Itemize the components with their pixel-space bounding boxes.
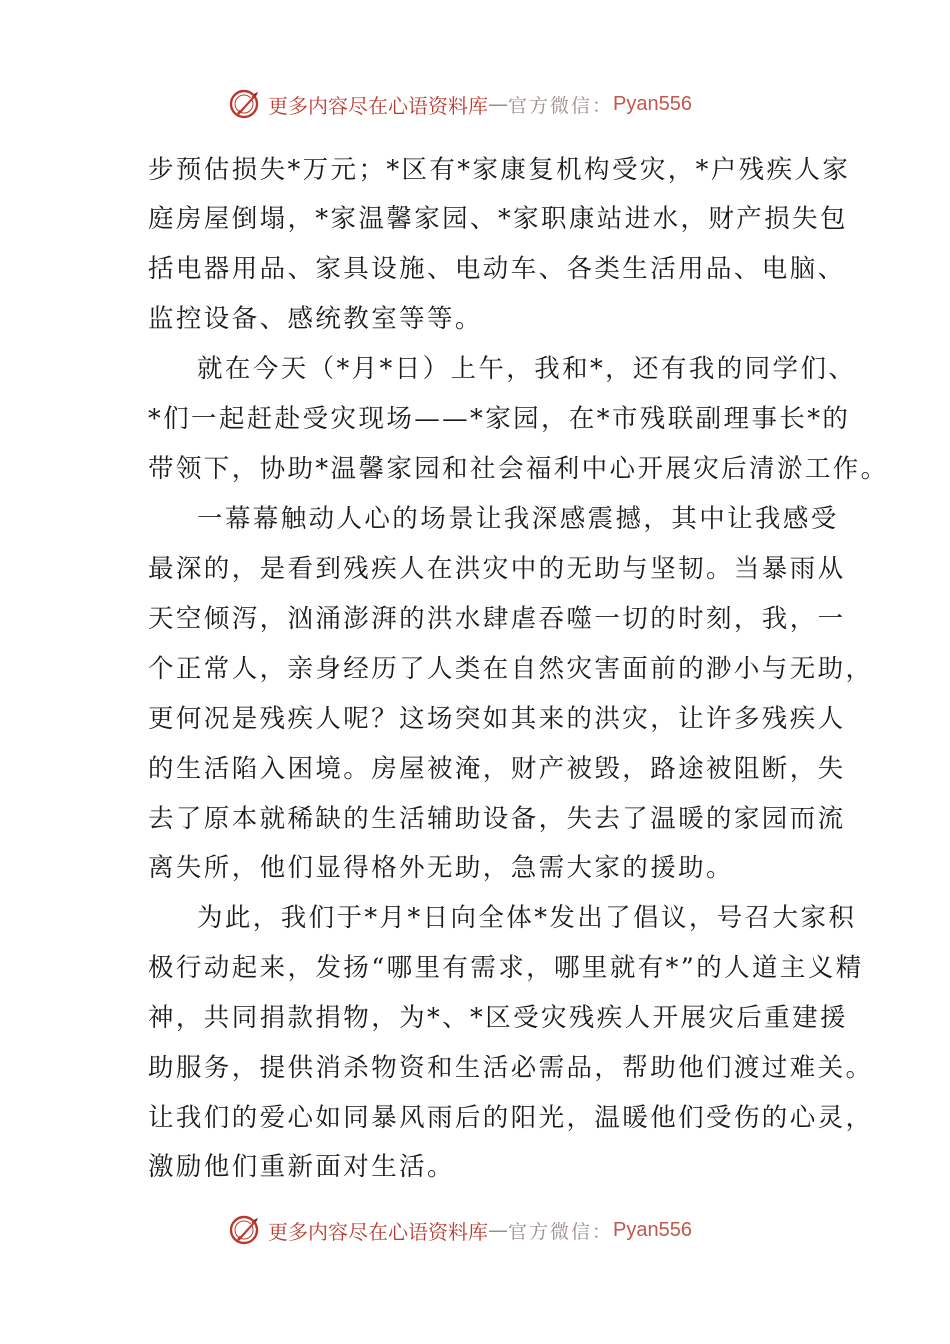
text-line: 天空倾泻，汹涌澎湃的洪水肆虐吞噬一切的时刻，我，一	[148, 604, 846, 634]
text-line: 极行动起来，发扬“哪里有需求，哪里就有*”的人道主义精	[148, 953, 864, 983]
watermark-wechat-id: Pyan556	[613, 1218, 692, 1241]
text-line: 助服务，提供消杀物资和生活必需品，帮助他们渡过难关。	[148, 1053, 874, 1083]
text-line: 括电器用品、家具设施、电动车、各类生活用品、电脑、	[148, 254, 846, 284]
text-line: 离失所，他们显得格外无助，急需大家的援助。	[148, 853, 734, 883]
paragraph-first-line: 一幕幕触动人心的场景让我深感震撼，其中让我感受	[197, 504, 839, 534]
text-line: 更何况是残疾人呢？这场突如其来的洪灾，让许多残疾人	[148, 704, 846, 734]
text-line: 激励他们重新面对生活。	[148, 1152, 455, 1182]
text-line: *们一起赶赴受灾现场——*家园，在*市残联副理事长*的	[148, 404, 851, 434]
paragraph-first-line: 就在今天（*月*日）上午，我和*，还有我的同学们、	[197, 354, 857, 384]
text-line: 步预估损失*万元；*区有*家康复机构受灾，*户残疾人家	[148, 155, 851, 185]
text-line: 的生活陷入困境。房屋被淹，财产被毁，路途被阻断，失	[148, 754, 846, 784]
text-line: 庭房屋倒塌，*家温馨家园、*家职康站进水，财产损失包	[148, 204, 848, 234]
pen-nib-seal-icon	[228, 1212, 264, 1248]
watermark-separator: —	[488, 92, 508, 116]
watermark-text: 更多内容尽在心语资料库	[268, 93, 488, 118]
text-line: 神，共同捐款捐物，为*、*区受灾残疾人开展灾后重建援	[148, 1003, 848, 1033]
text-line: 监控设备、感统教室等等。	[148, 304, 483, 334]
watermark-banner-top	[228, 84, 692, 124]
text-line: 让我们的爱心如同暴风雨后的阳光，温暖他们受伤的心灵，	[148, 1103, 874, 1133]
watermark-banner-bottom	[228, 1210, 692, 1250]
watermark-separator: —	[488, 1218, 508, 1242]
watermark-wechat-label: 官方微信：	[508, 94, 614, 117]
pen-nib-seal-icon	[228, 86, 264, 122]
text-line: 带领下，协助*温馨家园和社会福利中心开展灾后清淤工作。	[148, 454, 889, 484]
text-line: 去了原本就稀缺的生活辅助设备，失去了温暖的家园而流	[148, 804, 846, 834]
paragraph-first-line: 为此，我们于*月*日向全体*发出了倡议，号召大家积	[197, 903, 857, 933]
text-line: 个正常人，亲身经历了人类在自然灾害面前的渺小与无助，	[148, 654, 874, 684]
watermark-text: 更多内容尽在心语资料库	[268, 1219, 488, 1244]
watermark-wechat-label: 官方微信：	[508, 1220, 614, 1243]
watermark-wechat-id: Pyan556	[613, 92, 692, 115]
text-line: 最深的，是看到残疾人在洪灾中的无助与坚韧。当暴雨从	[148, 554, 846, 584]
